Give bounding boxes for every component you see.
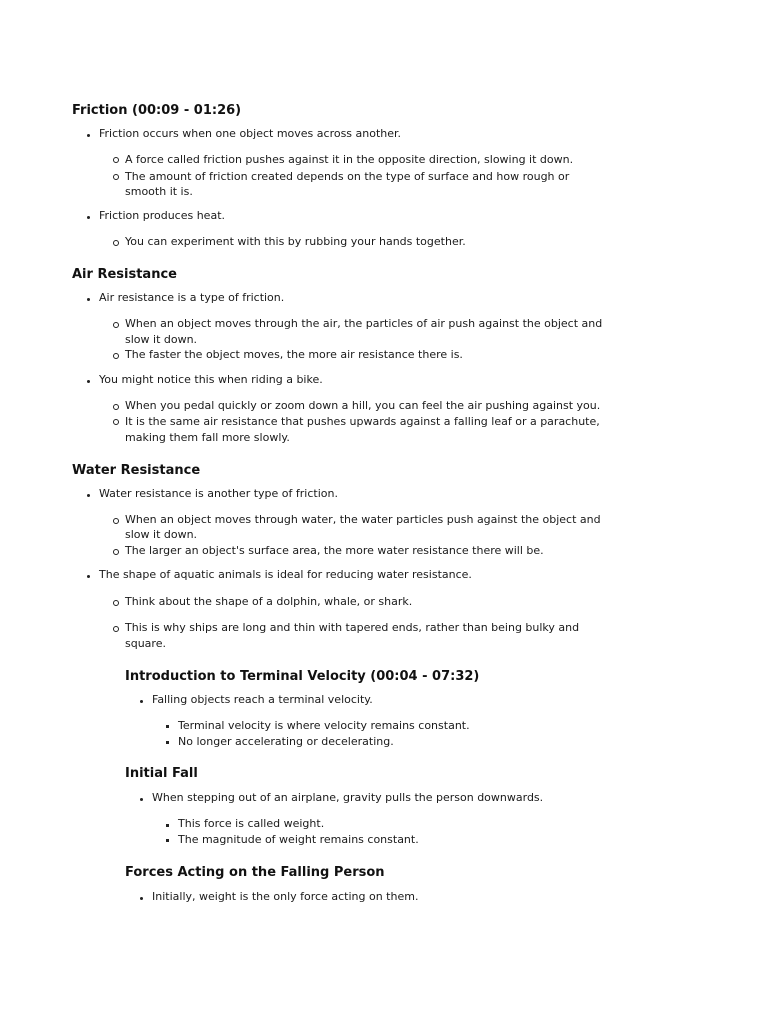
list-item-continuation: square.	[125, 637, 166, 650]
list-item: Falling objects reach a terminal velocity.	[152, 693, 373, 706]
heading-friction: Friction (00:09 - 01:26)	[72, 103, 242, 118]
bullet-circle-icon	[113, 600, 119, 606]
list-item: When an object moves through water, the water particles push against the object and	[125, 513, 601, 526]
list-item: No longer accelerating or decelerating.	[178, 735, 394, 748]
bullet-disc-icon	[87, 575, 90, 578]
list-item: You can experiment with this by rubbing your hands together.	[125, 235, 466, 248]
heading-water-resistance: Water Resistance	[72, 463, 201, 478]
list-item: Friction occurs when one object moves across another.	[99, 127, 402, 140]
list-item-continuation: slow it down.	[125, 333, 198, 346]
list-item: Think about the shape of a dolphin, whale, or shark.	[125, 595, 413, 608]
list-item: When an object moves through the air, the particles of air push against the object and	[125, 317, 603, 330]
bullet-square-icon	[166, 824, 169, 827]
list-item: Terminal velocity is where velocity remains constant.	[178, 719, 470, 732]
list-item: The amount of friction created depends on the type of surface and how rough or	[125, 170, 570, 183]
list-item: A force called friction pushes against it in the opposite direction, slowing it down.	[125, 153, 574, 166]
list-item-continuation: making them fall more slowly.	[125, 431, 290, 444]
bullet-circle-icon	[113, 626, 119, 632]
bullet-disc-icon	[140, 798, 143, 801]
bullet-square-icon	[166, 741, 169, 744]
list-item: The faster the object moves, the more air resistance there is.	[125, 348, 463, 361]
list-item: Water resistance is another type of friction.	[99, 487, 338, 500]
bullet-circle-icon	[113, 322, 119, 328]
bullet-circle-icon	[113, 174, 119, 180]
list-item: You might notice this when riding a bike.	[99, 373, 323, 386]
list-item: This force is called weight.	[178, 817, 325, 830]
bullet-disc-icon	[87, 298, 90, 301]
heading-terminal-velocity: Introduction to Terminal Velocity (00:04 - 07:32)	[125, 669, 480, 684]
bullet-square-icon	[166, 725, 169, 728]
bullet-circle-icon	[113, 549, 119, 555]
list-item-continuation: smooth it is.	[125, 185, 193, 198]
bullet-disc-icon	[87, 380, 90, 383]
list-item: When stepping out of an airplane, gravity pulls the person downwards.	[152, 791, 544, 804]
bullet-square-icon	[166, 839, 169, 842]
list-item: The magnitude of weight remains constant.	[178, 833, 419, 846]
bullet-disc-icon	[87, 134, 90, 137]
list-item-continuation: slow it down.	[125, 528, 198, 541]
list-item: This is why ships are long and thin with tapered ends, rather than being bulky and	[125, 621, 580, 634]
bullet-disc-icon	[140, 897, 143, 900]
bullet-circle-icon	[113, 353, 119, 359]
bullet-circle-icon	[113, 240, 119, 246]
list-item: Friction produces heat.	[99, 209, 226, 222]
bullet-circle-icon	[113, 518, 119, 524]
bullet-disc-icon	[87, 494, 90, 497]
list-item: It is the same air resistance that pushes upwards against a falling leaf or a parachute,	[125, 415, 600, 428]
bullet-circle-icon	[113, 157, 119, 163]
bullet-disc-icon	[87, 216, 90, 219]
list-item: The larger an object's surface area, the more water resistance there will be.	[125, 544, 544, 557]
bullet-disc-icon	[140, 700, 143, 703]
list-item: When you pedal quickly or zoom down a hill, you can feel the air pushing against you.	[125, 399, 601, 412]
heading-forces-acting: Forces Acting on the Falling Person	[125, 865, 385, 880]
bullet-circle-icon	[113, 404, 119, 410]
heading-initial-fall: Initial Fall	[125, 766, 198, 781]
heading-air-resistance: Air Resistance	[72, 267, 177, 282]
list-item: Air resistance is a type of friction.	[99, 291, 285, 304]
list-item: The shape of aquatic animals is ideal for reducing water resistance.	[99, 568, 472, 581]
list-item: Initially, weight is the only force acting on them.	[152, 890, 419, 903]
bullet-circle-icon	[113, 419, 119, 425]
